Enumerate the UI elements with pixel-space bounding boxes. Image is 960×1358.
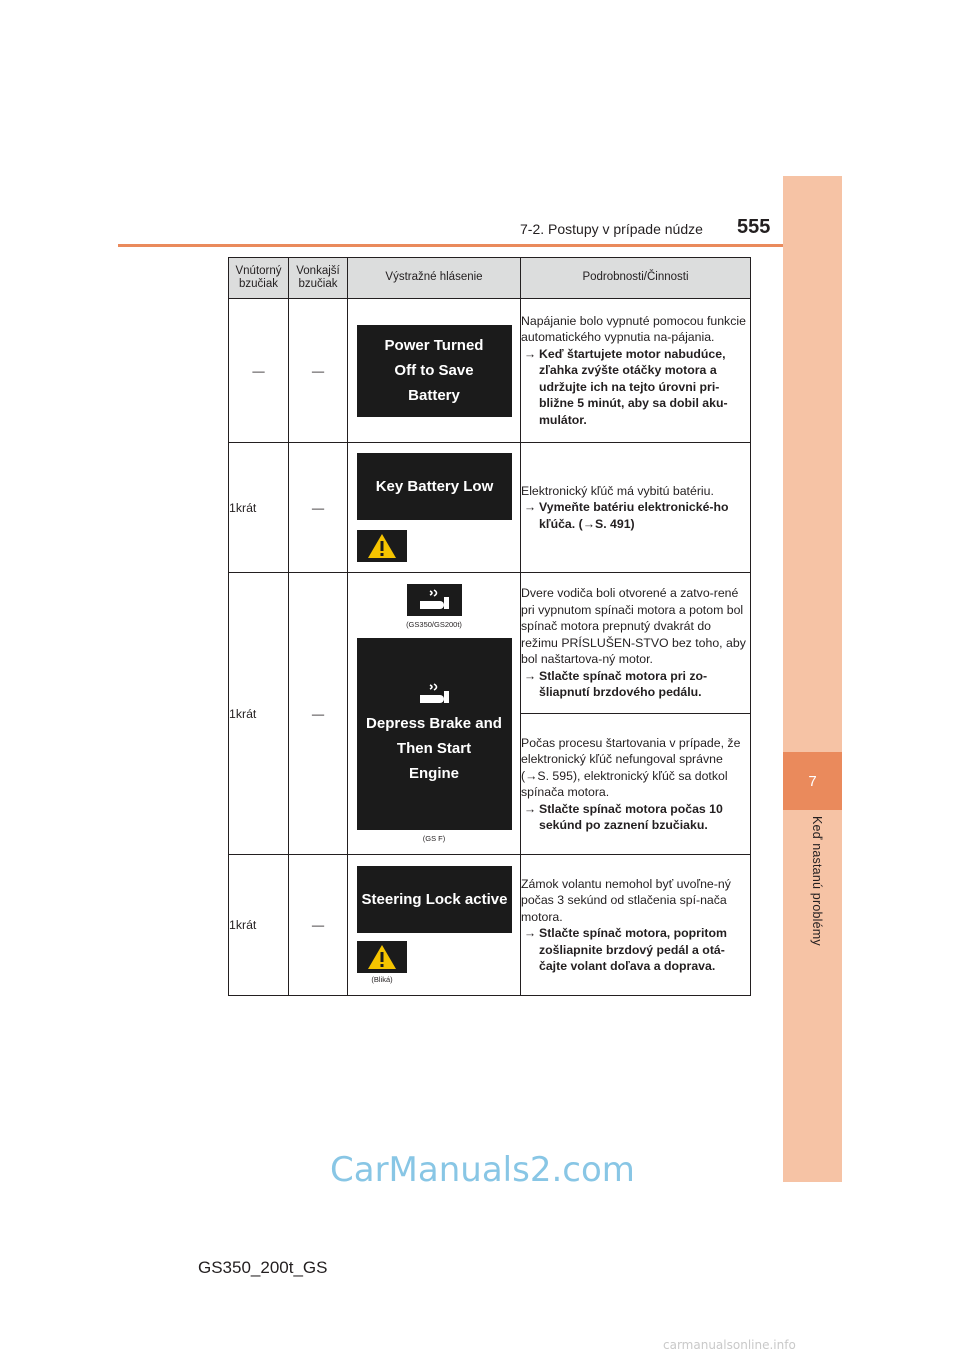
table-row xyxy=(229,443,751,573)
action-text: → Stlačte spínač motora počas 10 sekúnd po zaznení bzučiaku. xyxy=(521,801,750,834)
details-cell xyxy=(521,299,751,443)
brake-engine-icon xyxy=(416,683,452,705)
screen-line: Steering Lock active xyxy=(361,891,508,908)
model-label: (GS350/GS200t) xyxy=(406,620,462,629)
inner-buzzer-cell: 1krát xyxy=(229,855,289,996)
watermark-secondary: carmanualsonline.info xyxy=(663,1338,796,1352)
screen-line: Then Start xyxy=(396,739,472,757)
table-header-row xyxy=(229,258,751,299)
warning-triangle-icon xyxy=(357,941,407,973)
arrow-icon: → xyxy=(523,346,537,361)
warning-table xyxy=(228,257,751,996)
outer-buzzer-cell: — xyxy=(289,573,348,855)
section-title: 7-2. Postupy v prípade núdze xyxy=(520,221,703,237)
description-text: Počas procesu štartovania v prípade, že elektronický kľúč nefungoval správne (→S. 595), elektronický kľúč sa dotkol spínača motora. xyxy=(521,735,741,799)
model-label: (GS F) xyxy=(422,834,446,843)
arrow-icon: → xyxy=(523,668,537,683)
description-text: Elektronický kľúč má vybitú batériu. xyxy=(521,483,714,498)
chapter-side-tab xyxy=(783,176,842,1182)
inner-buzzer-cell: 1krát xyxy=(229,573,289,855)
description-text: Dvere vodiča boli otvorené a zatvo-rené pri vypnutom spínači motora a potom bol spínač motora prepnutý dvakrát do režimu PRÍSLUŠEN-STVO bez toho, aby bol naštartova-ný motor. xyxy=(521,586,746,667)
blink-label: (Bliká) xyxy=(371,975,393,984)
screen-line: Battery xyxy=(408,387,460,404)
outer-buzzer-cell: — xyxy=(289,443,348,573)
warning-message-cell xyxy=(348,573,521,855)
table-row xyxy=(229,855,751,996)
col-header-outer-buzzer: Vonkajší bzučiak xyxy=(289,258,348,299)
details-cell xyxy=(521,714,751,855)
page-number: 555 xyxy=(737,216,771,238)
warning-triangle-icon xyxy=(357,530,407,562)
screen-line: Key Battery Low xyxy=(375,478,494,495)
table-row xyxy=(229,573,751,714)
brake-engine-icon xyxy=(407,584,462,616)
screen-line: Engine xyxy=(408,764,459,782)
watermark: CarManuals2.com xyxy=(330,1150,635,1190)
display-screen xyxy=(357,453,512,520)
details-cell xyxy=(521,573,751,714)
display-screen xyxy=(357,325,512,417)
outer-buzzer-cell: — xyxy=(289,855,348,996)
screen-line: Power Turned xyxy=(384,337,484,354)
details-cell xyxy=(521,855,751,996)
description-text: Zámok volantu nemohol byť uvoľne-ný počas 3 sekúnd od stlačenia spí-nača motora. xyxy=(521,876,731,924)
details-cell xyxy=(521,443,751,573)
header-rule xyxy=(118,244,783,247)
description-text: Napájanie bolo vypnuté pomocou funkcie automatického vypnutia na-pájania. xyxy=(521,313,746,345)
action-text: → Stlačte spínač motora pri zo-šliapnutí brzdového pedálu. xyxy=(521,668,750,701)
arrow-icon: → xyxy=(523,926,537,940)
chapter-number: 7 xyxy=(783,752,842,810)
warning-message-cell xyxy=(348,299,521,443)
col-header-warning-message: Výstražné hlásenie xyxy=(348,258,521,299)
warning-message-cell xyxy=(348,443,521,573)
arrow-icon: → xyxy=(523,801,537,816)
display-screen xyxy=(357,866,512,933)
outer-buzzer-cell: — xyxy=(289,299,348,443)
warning-message-cell xyxy=(348,855,521,996)
chapter-label: Keď nastanú problémy xyxy=(810,816,824,946)
screen-line: Depress Brake and xyxy=(366,714,502,732)
table-row xyxy=(229,299,751,443)
arrow-icon: → xyxy=(523,500,537,515)
inner-buzzer-cell: — xyxy=(229,299,289,443)
action-text: → Vymeňte batériu elektronické-ho kľúča. (→S. 491) xyxy=(521,499,750,532)
display-screen xyxy=(357,638,512,830)
action-text: → Keď štartujete motor nabudúce, zľahka zvýšte otáčky motora a udržujte ich na tejto úrovni pri-bližne 5 minút, aby sa dobil aku-mulátor. xyxy=(521,346,750,429)
footer-code: GS350_200t_GS xyxy=(198,1258,328,1277)
inner-buzzer-cell: 1krát xyxy=(229,443,289,573)
action-text: → Stlačte spínač motora, popritom zošliapnite brzdový pedál a otá-čajte volant doľava a doprava. xyxy=(521,925,750,975)
col-header-details: Podrobnosti/Činnosti xyxy=(521,258,751,299)
col-header-inner-buzzer: Vnútorný bzučiak xyxy=(229,258,289,299)
screen-line: Off to Save xyxy=(394,362,474,379)
